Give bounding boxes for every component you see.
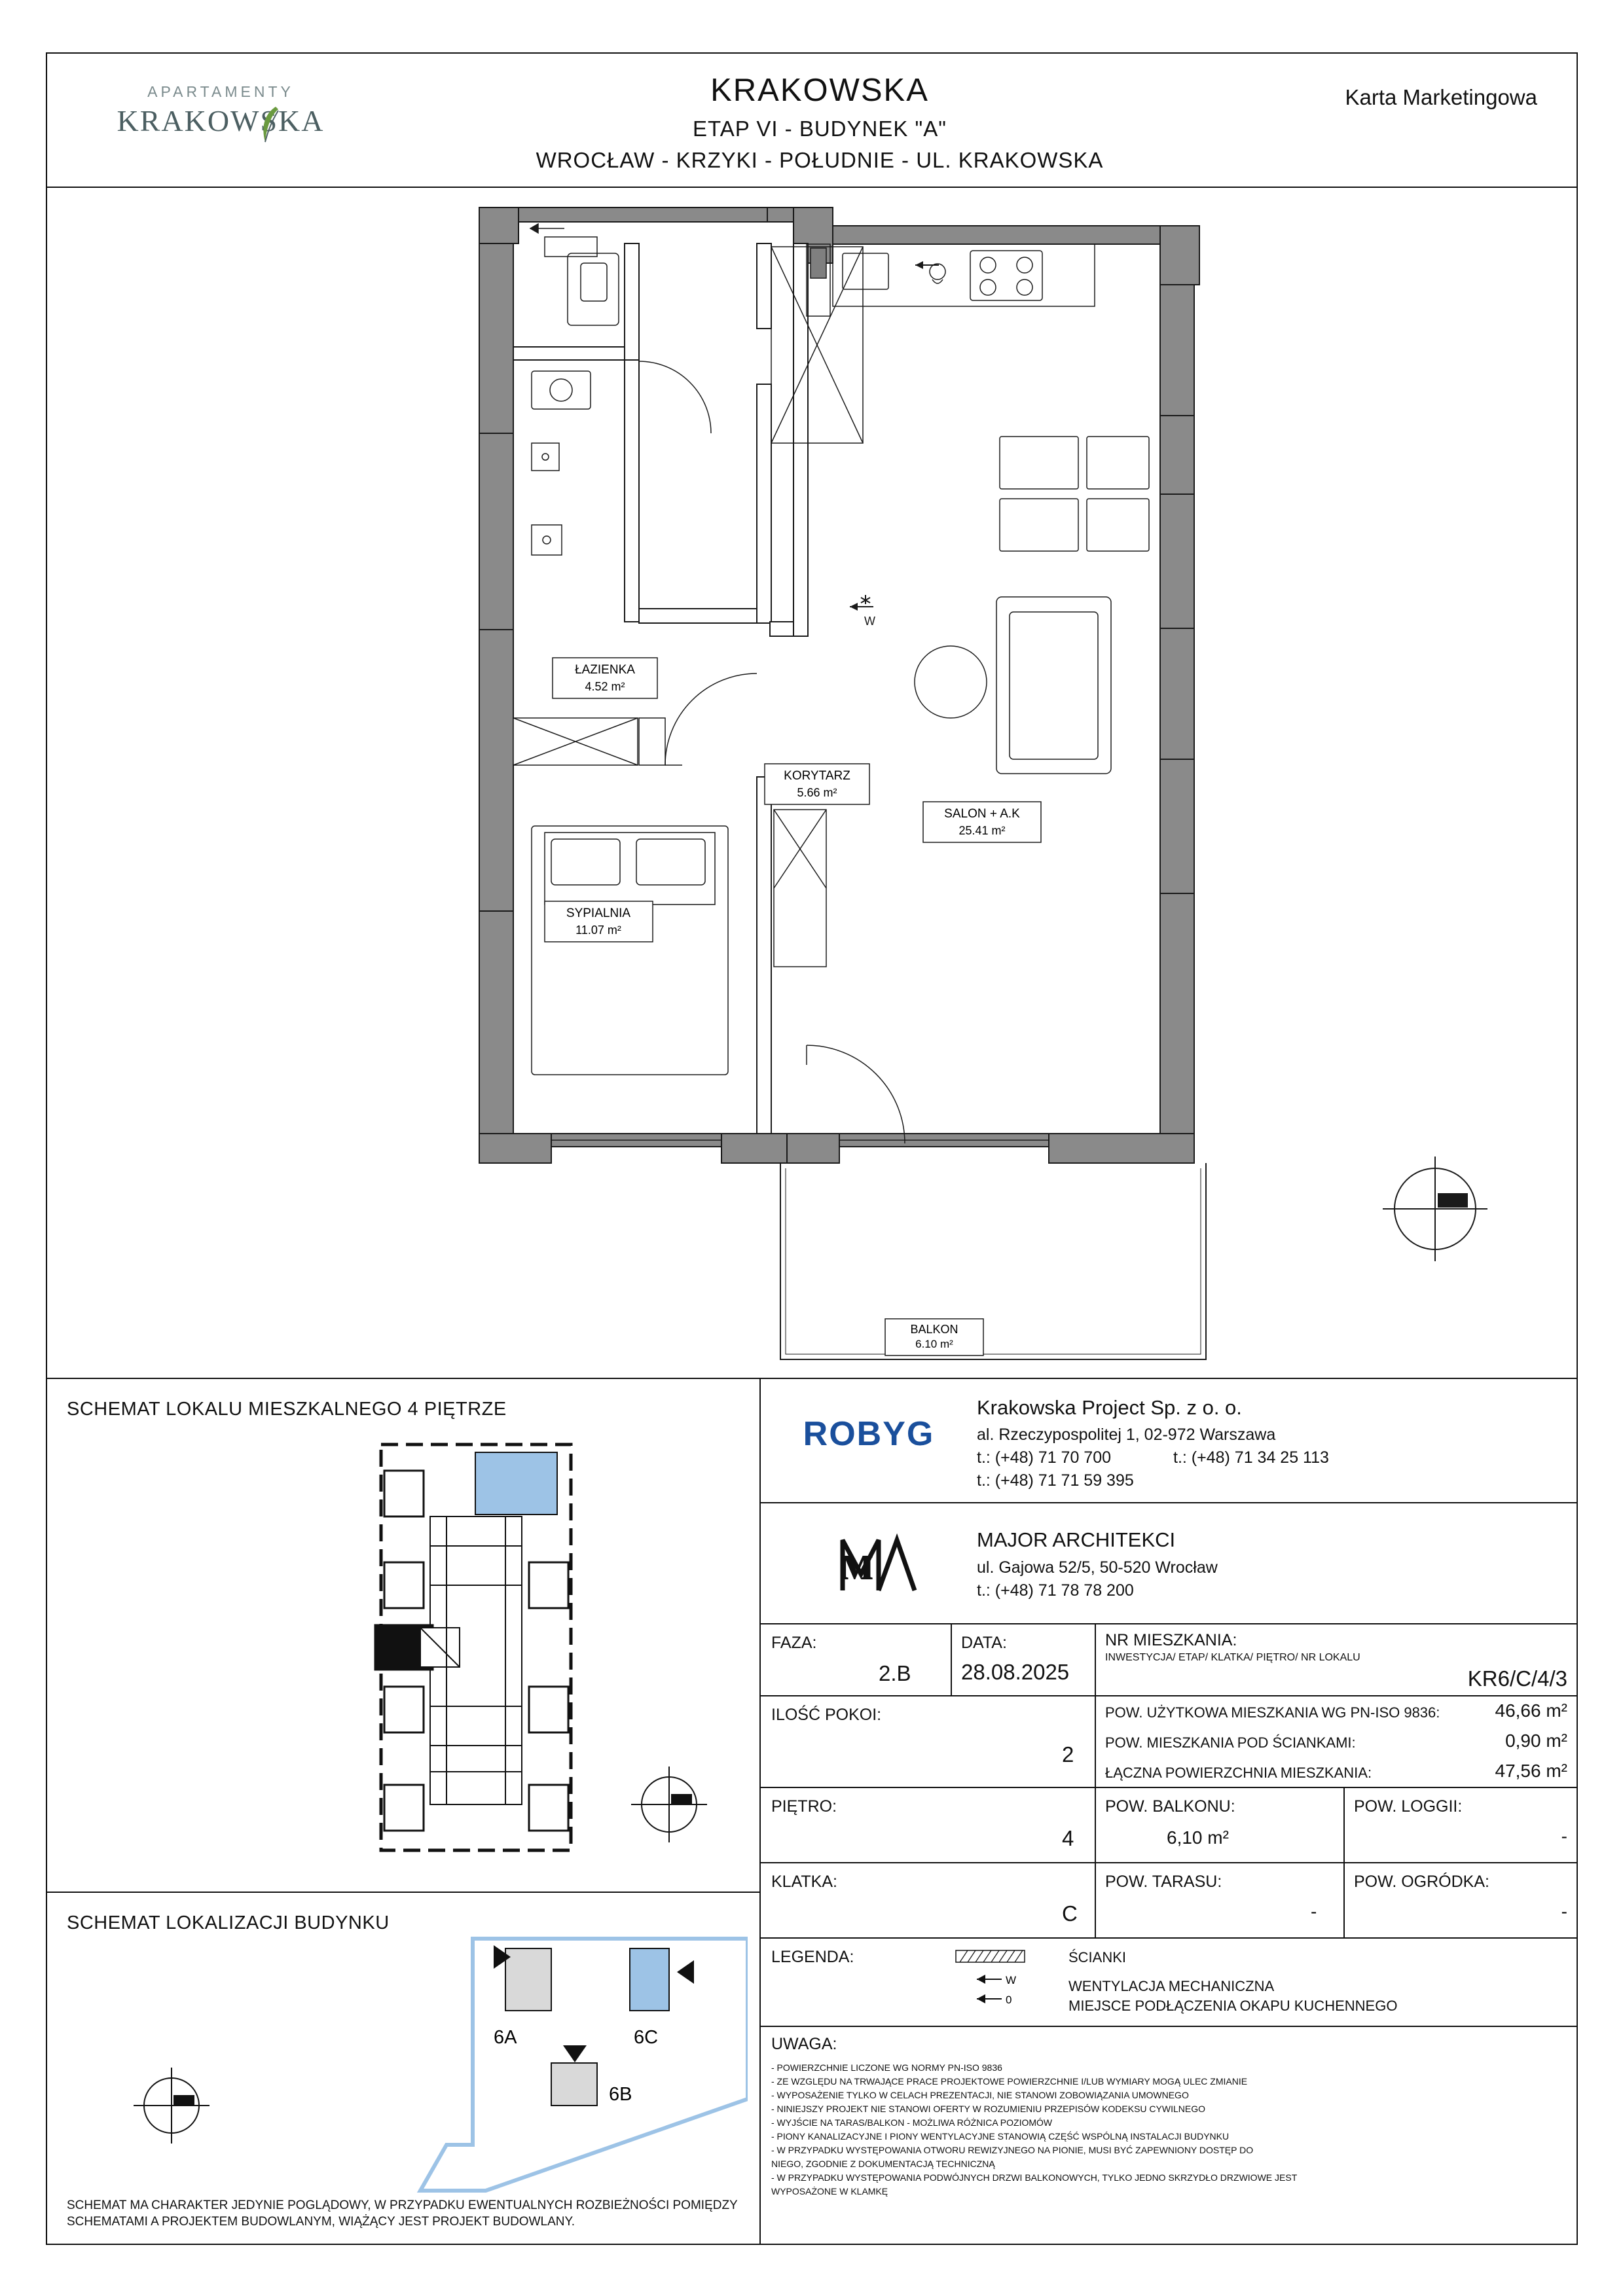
marketing-card-sheet (46, 52, 1578, 2245)
legend-item-walls: ŚCIANKI (1068, 1949, 1127, 1965)
pow-uzytkowa-value: 46,66 m² (1495, 1700, 1567, 1721)
site-location-title: SCHEMAT LOKALIZACJI BUDYNKU (67, 1912, 390, 1933)
document-title (466, 72, 1173, 173)
developer-phone-1: t.: (+48) 71 70 700 (977, 1448, 1112, 1467)
developer-phone-3: t.: (+48) 71 71 59 395 (977, 1471, 1134, 1490)
brand-logo-line1: APARTAMENTY (147, 83, 294, 100)
highlighted-unit (475, 1452, 557, 1515)
balkon-label: POW. BALKONU: (1105, 1797, 1235, 1816)
legend-item-ventilation: WENTYLACJA MECHANICZNA (1068, 1978, 1275, 1994)
developer-name: Krakowska Project Sp. z o. o. (977, 1396, 1242, 1419)
card-type-label: Karta Marketingowa (1345, 85, 1537, 109)
title-line2: ETAP VI - BUDYNEK "A" (693, 117, 947, 141)
note-line: - ZE WZGLĘDU NA TRWAJĄCE PRACE PROJEKTOWE POWIERZCHNIE I/LUB WYMIARY MOGĄ ULEC ZMIANIE (771, 2076, 1248, 2087)
note-line: - W PRZYPADKU WYSTĘPOWANIA PODWÓJNYCH DRZWI BALKONOWYCH, TYLKO JEDNO SKRZYDŁO DRZWIOWE JEST (771, 2172, 1298, 2183)
staircase-terrace-row (761, 1863, 1578, 1939)
architect-row (761, 1503, 1578, 1624)
apartment-schematic-panel (47, 1379, 761, 1893)
building-6a (505, 1948, 551, 2011)
klatka-label: KLATKA: (771, 1873, 837, 1891)
floor-balcony-row (761, 1788, 1578, 1863)
note-line: - NINIEJSZY PROJEKT NIE STANOWI OFERTY W ROZUMIENIU PRZEPISÓW KODEKSU CYWILNEGO (771, 2104, 1205, 2114)
notes-list (771, 2061, 1563, 2198)
data-value: 28.08.2025 (961, 1660, 1070, 1684)
header (47, 54, 1577, 188)
svg-text:KORYTARZ: KORYTARZ (784, 769, 850, 783)
svg-text:6B: 6B (609, 2084, 632, 2105)
pokoi-value: 2 (1062, 1742, 1074, 1767)
architect-phone: t.: (+48) 71 78 78 200 (977, 1581, 1134, 1600)
north-arrow-plan (1383, 1157, 1487, 1261)
room-label-corridor (765, 764, 869, 804)
architect-logo-icon: ᴍ (839, 1534, 869, 1590)
site-location-panel (47, 1893, 761, 2245)
north-arrow-site (134, 2068, 210, 2144)
note-line: - WYPOSAŻENIE TYLKO W CELACH PREZENTACJI, NIE STANOWI ZOBOWIĄZANIA UMOWNEGO (771, 2090, 1189, 2100)
note-line: - WYJŚCIE NA TARAS/BALKON - MOŻLIWA RÓŻNICA POZIOMÓW (771, 2117, 1053, 2128)
pow-uzytkowa-label: POW. UŻYTKOWA MIESZKANIA WG PN-ISO 9836: (1105, 1704, 1440, 1721)
pow-laczna-value: 47,56 m² (1495, 1761, 1567, 1781)
nr-mieszkania-sub: INWESTYCJA/ ETAP/ KLATKA/ PIĘTRO/ NR LOKALU (1105, 1652, 1360, 1663)
rooms-areas-row (761, 1696, 1578, 1788)
faza-label: FAZA: (771, 1634, 817, 1652)
note-line: WYPOSAŻONE W KLAMKĘ (771, 2186, 888, 2197)
title-line1: KRAKOWSKA (710, 73, 929, 108)
apartment-schematic-title: SCHEMAT LOKALU MIESZKALNEGO 4 PIĘTRZE (67, 1399, 507, 1420)
info-table (761, 1379, 1578, 2230)
taras-value: - (1311, 1901, 1317, 1922)
site-location-drawing (54, 1929, 748, 2217)
svg-text:BALKON: BALKON (910, 1323, 958, 1336)
legend-item-hood: MIEJSCE PODŁĄCZENIA OKAPU KUCHENNEGO (1068, 1998, 1398, 2014)
ogrodka-label: POW. OGRÓDKA: (1354, 1873, 1489, 1891)
developer-phone-2: t.: (+48) 71 34 25 113 (1173, 1448, 1329, 1467)
taras-label: POW. TARASU: (1105, 1873, 1222, 1891)
brand-logo-line2: KRAKOWSKA (117, 104, 325, 137)
loggia-value: - (1561, 1826, 1567, 1846)
svg-text:W: W (1006, 1974, 1017, 1986)
note-line: NIEGO, ZGODNIE Z DOKUMENTACJĄ TECHNICZNĄ (771, 2159, 995, 2169)
title-line3: WROCŁAW - KRZYKI - POŁUDNIE - UL. KRAKOWSKA (536, 148, 1104, 172)
building-6c (630, 1948, 669, 2011)
svg-text:6A: 6A (494, 2027, 517, 2048)
faza-value: 2.B (879, 1661, 911, 1685)
room-label-bathroom (553, 658, 657, 698)
brand-logo (83, 83, 358, 155)
legend-symbols (951, 1945, 1062, 2020)
svg-text:SALON + A.K: SALON + A.K (944, 807, 1020, 821)
north-arrow-apartment-schematic (631, 1767, 707, 1842)
pietro-value: 4 (1062, 1826, 1074, 1850)
svg-text:25.41 m²: 25.41 m² (958, 824, 1006, 837)
pietro-label: PIĘTRO: (771, 1797, 837, 1816)
architect-address: ul. Gajowa 52/5, 50-520 Wrocław (977, 1558, 1218, 1577)
pow-laczna-label: ŁĄCZNA POWIERZCHNIA MIESZKANIA: (1105, 1765, 1372, 1781)
notes-row (761, 2027, 1578, 2230)
apartment-schematic-drawing (54, 1431, 748, 1883)
floor-plan-area (47, 188, 1577, 1379)
room-label-bedroom (545, 901, 653, 942)
svg-text:4.52 m²: 4.52 m² (585, 680, 625, 693)
svg-text:W: W (864, 615, 875, 628)
leaf-icon (259, 105, 281, 145)
svg-text:SYPIALNIA: SYPIALNIA (566, 906, 631, 920)
svg-text:6C: 6C (634, 2027, 659, 2048)
building-6b (551, 2063, 597, 2106)
vent-marker-w1 (850, 595, 875, 628)
note-line: - PIONY KANALIZACYJNE I PIONY WENTYLACYJNE STANOWIĄ CZĘŚĆ WSPÓLNĄ INSTALACJI BUDYNKU (771, 2131, 1230, 2142)
svg-text:ŁAZIENKA: ŁAZIENKA (575, 663, 635, 677)
svg-text:11.07 m²: 11.07 m² (575, 924, 621, 937)
notes-title: UWAGA: (771, 2035, 837, 2053)
pow-scianki-label: POW. MIESZKANIA POD ŚCIANKAMI: (1105, 1734, 1356, 1751)
note-line: - W PRZYPADKU WYSTĘPOWANIA OTWORU REWIZYJNEGO NA PIONIE, MUSI BYĆ ZAPEWNIONY DOSTĘP DO (771, 2145, 1254, 2155)
developer-address: al. Rzeczypospolitej 1, 02-972 Warszawa (977, 1426, 1276, 1444)
developer-row (761, 1379, 1578, 1503)
pokoi-label: ILOŚĆ POKOI: (771, 1706, 882, 1724)
robyg-logo: ROBYG (803, 1415, 935, 1453)
svg-text:5.66 m²: 5.66 m² (797, 786, 837, 799)
ogrodka-value: - (1561, 1901, 1567, 1922)
svg-text:0: 0 (1006, 1994, 1012, 2006)
vent-marker-o1 (915, 261, 939, 269)
legend-title: LEGENDA: (771, 1948, 854, 1966)
nr-mieszkania-value: KR6/C/4/3 (1467, 1666, 1567, 1691)
room-label-living (923, 802, 1041, 842)
nr-mieszkania-label: NR MIESZKANIA: (1105, 1631, 1237, 1649)
legend-row (761, 1939, 1578, 2027)
klatka-value: C (1062, 1901, 1078, 1926)
balkon-value: 6,10 m² (1167, 1827, 1229, 1848)
major-architekci-mark-icon (830, 1528, 928, 1600)
loggia-label: POW. LOGGII: (1354, 1797, 1463, 1816)
pow-scianki-value: 0,90 m² (1505, 1731, 1567, 1751)
floor-plan-drawing (47, 188, 1577, 1378)
svg-text:6.10 m²: 6.10 m² (915, 1338, 953, 1350)
architect-name: MAJOR ARCHITEKCI (977, 1528, 1176, 1551)
room-label-balcony (885, 1319, 983, 1355)
site-disclaimer: SCHEMAT MA CHARAKTER JEDYNIE POGLĄDOWY, W PRZYPADKU EWENTUALNYCH ROZBIEŻNOŚCI POMIĘDZY SCHEMATAMI A PROJEKTEM BUDOWLANYM, WIĄŻĄCY JEST PROJEKT BUDOWLANY. (67, 2198, 738, 2229)
faza-row (761, 1624, 1578, 1696)
data-label: DATA: (961, 1634, 1007, 1652)
note-line: - POWIERZCHNIE LICZONE WG NORMY PN-ISO 9836 (771, 2062, 1002, 2073)
